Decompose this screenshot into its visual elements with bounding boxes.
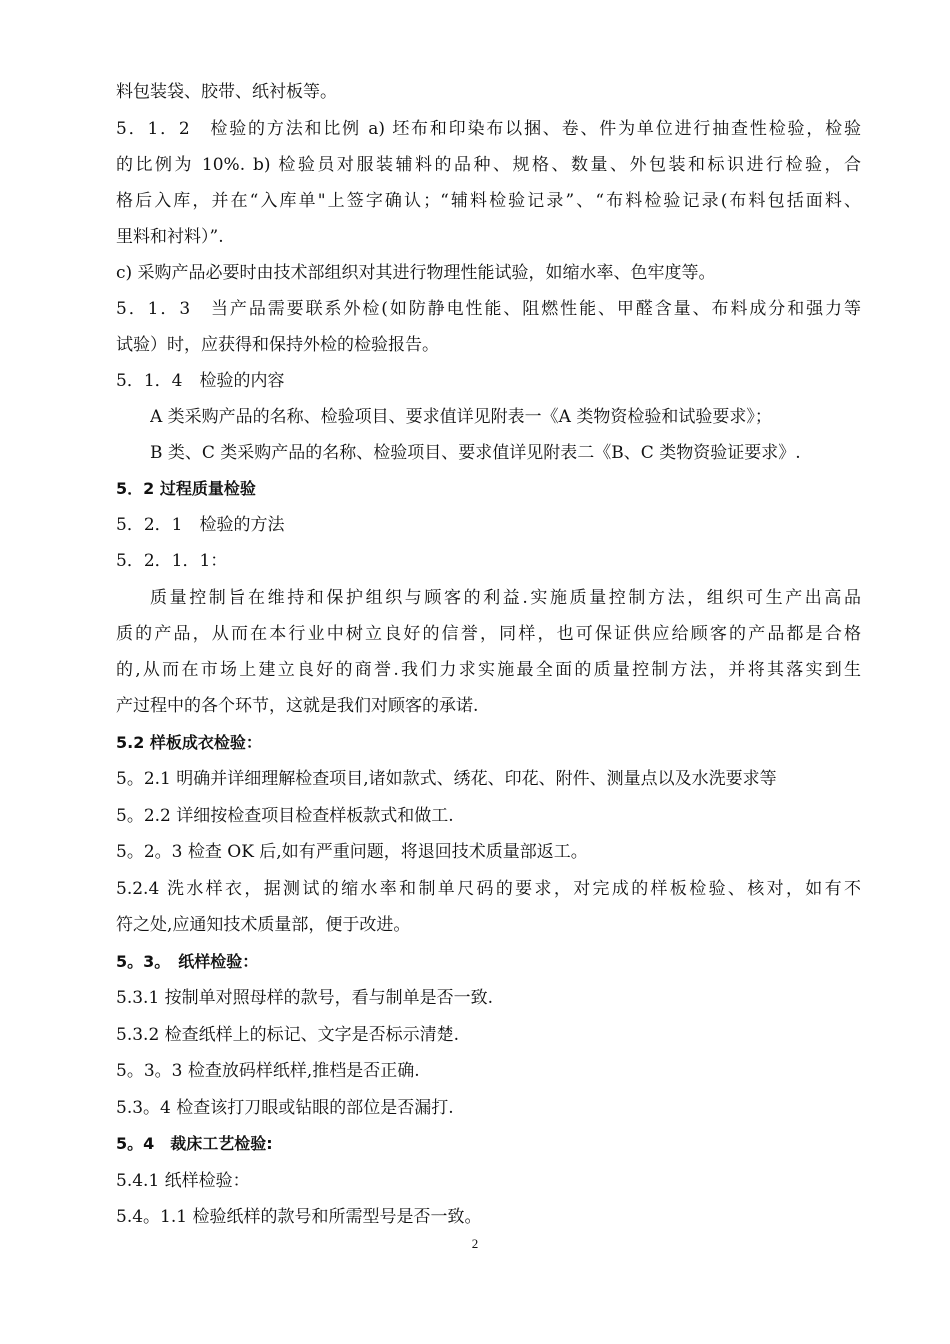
section-heading: 5.2 样板成衣检验： (116, 733, 262, 752)
text-line: B 类、C 类采购产品的名称、检验项目、要求值详见附表二《B、C 类物资验证要求》. (150, 443, 801, 463)
text-line: A 类采购产品的名称、检验项目、要求值详见附表一《A 类物资检验和试验要求》； (150, 407, 772, 427)
paragraph-line: 的,从而在市场上建立良好的商誉.我们力求实施最全面的质量控制方法，并将其落实到生 (116, 660, 861, 680)
text-line: 5．1．3 当产品需要联系外检(如防静电性能、阻燃性能、甲醛含量、布料成分和强力等 (116, 299, 861, 319)
text-line: 5.3.2 检查纸样上的标记、文字是否标示清楚. (116, 1025, 460, 1045)
paragraph-line: 质量控制旨在维持和保护组织与顾客的利益.实施质量控制方法，组织可生产出高品 (150, 588, 861, 608)
text-line: 的比例为 10%. b) 检验员对服装辅料的品种、规格、数量、外包装和标识进行检验，合 (116, 155, 861, 175)
section-heading: 5。3。 纸样检验： (116, 952, 259, 971)
text-line: 5。3。3 检查放码样纸样,推档是否正确. (116, 1061, 420, 1081)
page-number: 2 (471, 1236, 479, 1251)
text-line: 5.3。4 检查该打刀眼或钻眼的部位是否漏打. (116, 1098, 454, 1118)
text-line: 5。2.1 明确并详细理解检查项目,诸如款式、绣花、印花、附件、测量点以及水洗要求等 (116, 769, 777, 789)
text-line: 料包装袋、胶带、纸衬板等。 (116, 82, 337, 102)
text-line: 5。2.2 详细按检查项目检查样板款式和做工. (116, 806, 454, 826)
text-line: c) 采购产品必要时由技术部组织对其进行物理性能试验，如缩水率、色牢度等。 (116, 263, 716, 283)
text-line: 5．2．1．1： (116, 551, 228, 571)
text-line: 5.2.4 洗水样衣，据测试的缩水率和制单尺码的要求，对完成的样板检验、核对，如有不 (116, 879, 861, 899)
text-line: 5．1．4 检验的内容 (116, 371, 285, 391)
text-line: 5．1．2 检验的方法和比例 a) 坯布和印染布以捆、卷、件为单位进行抽查性检验，检验 (116, 119, 861, 139)
text-line: 符之处,应通知技术质量部，便于改进。 (116, 915, 411, 935)
text-line: 试验）时，应获得和保持外检的检验报告。 (116, 335, 439, 355)
section-heading: 5。4 裁床工艺检验: (116, 1134, 273, 1153)
text-line: 5.4。1.1 检验纸样的款号和所需型号是否一致。 (116, 1207, 482, 1227)
section-heading: 5．2 过程质量检验 (116, 479, 256, 498)
text-line: 5.3.1 按制单对照母样的款号，看与制单是否一致. (116, 988, 494, 1008)
text-line: 格后入库，并在“入库单"上签字确认；“辅料检验记录”、“布料检验记录(布料包括面料、 (116, 191, 861, 211)
text-line: 5.4.1 纸样检验： (116, 1171, 250, 1191)
paragraph-line: 产过程中的各个环节，这就是我们对顾客的承诺. (116, 696, 479, 716)
paragraph-line: 质的产品，从而在本行业中树立良好的信誉，同样，也可保证供应给顾客的产品都是合格 (116, 624, 861, 644)
text-line: 5．2．1 检验的方法 (116, 515, 285, 535)
text-line: 里料和衬料）”. (116, 227, 224, 247)
text-line: 5。2。3 检查 OK 后,如有严重问题，将退回技术质量部返工。 (116, 842, 588, 862)
